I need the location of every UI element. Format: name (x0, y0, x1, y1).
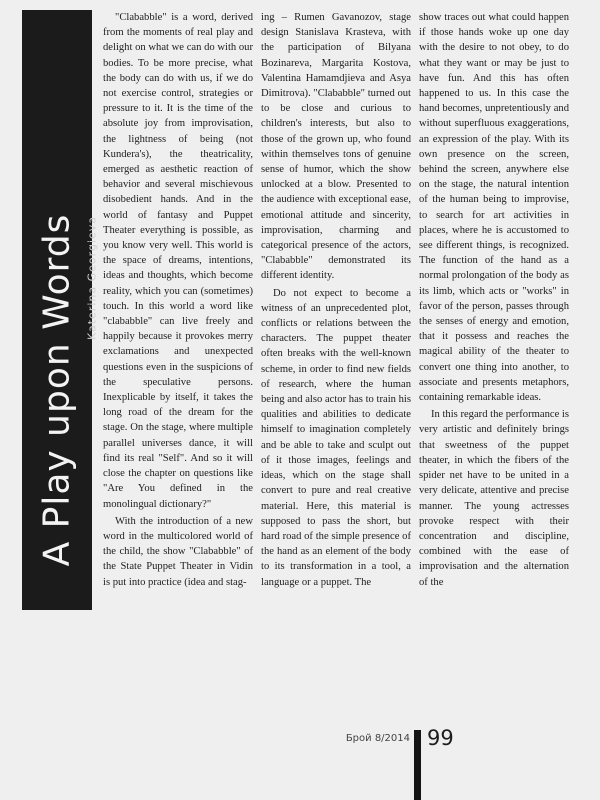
text-column-3 (419, 10, 569, 590)
paragraph: In this regard the performance is very artistic and definitely brings that sweetness of the puppet theater, in which the fibers of the spider net have to be united in a very delicate, attentive and precise manner. The young actresses provoke respect with their concentration and discipline, combined with the ease of improvisation and the alternation of the (419, 409, 569, 588)
issue-label: Брой 8/2014 (345, 733, 410, 744)
text-column-1 (103, 10, 253, 590)
footer-rule (414, 730, 421, 800)
paragraph: ing – Rumen Gavanozov, stage design Stanislava Krasteva, with the participation of Bilyana Bozinareva, Margarita Kostova, Valentina Hamamdjieva and Asya Dimitrova). "Clababble" turned out to be close and curious to children's interests, but also to those of the grown up, who found within themselves tons of genuine sense of humor, which the show unlocked at a blow. Presented to the audience with exceptional ease, emotional attitude and sincerity, improvisation, charming and categorical presence of the actors, "Clababble" demonstrated its different identity. (261, 12, 411, 282)
paragraph: Do not expect to become a witness of an unprecedented plot, conflicts or relations between the characters. The puppet theater often breaks with the well-known scheme, in order to find new fields of research, where the human being and also actor has to train his qualities and abilities to dedicate himself to imagination completely and be able to take and sculpt out of it those images, feelings and ideas, which on the stage shall convert to pure and real creative material. Here, this material is supposed to pass the short, but hard road of the simple presence of the hand as an element of the body to its transformation in a tool, a language or a puppet. The (261, 287, 411, 588)
paragraph: With the introduction of a new word in the multicolored world of the child, the show "Clababble" of the State Puppet Theater in Vidin is put into practice (idea and stag- (103, 515, 253, 588)
page-number: 99 (427, 726, 454, 750)
article-author: Katerina Georgieva (85, 215, 99, 341)
title-band (22, 10, 99, 610)
paragraph: "Clababble" is a word, derived from the moments of real play and delight on what we can do with our bodies. To be more precise, what the body can do with us, if we do not exercise control, strategies or pressure to it. It is the time of the absolute joy from improvisation, the lightness of being (not Kundera's), the theatricality, emerged as aesthetic reaction of behavior and several mischievous disobedient hands. And in the world of fantasy and Puppet Theater everything is possible, as you know very well. This world is the space of dreams, intentions, ideas and thoughts, which become reality, which you can (sometimes) touch. In this world a word like "clababble" can live freely and happily because it provokes merry exclamations and unexpected questions even in the suspicions of the speculative persons. Inexplicable by itself, it takes the long road of the dream for the stage. On the stage, where multiple parallel universes dance, it will find its real "Self". And so it will close the chapter on questions like "Are You defined in the monolingual dictionary?" (103, 12, 253, 510)
paragraph: show traces out what could happen if those hands woke up one day with the desire to not obey, to do what they want or may be just to have fun. And this has often happened to us. In this case the hand becomes, unpretentiously and without superfluous exaggerations, an expression of the play. With its own presence on the screen, behind the screen, anywhere else on the stage, the natural intention of the human being to improvise, to search for art activities in places, where he is accustomed to see different things, is recognized. The function of the hand as a normal prolongation of the body as its limb, which acts or "works" in favor of the person, passes through the senses of energy and emotion, that it possess and reaches the magical ability of the theater to convert one thing into another, to associate and presents metaphors, containing remarkable ideas. (419, 12, 569, 404)
article-title: A Play upon Words (36, 213, 78, 567)
text-column-2 (261, 10, 411, 590)
